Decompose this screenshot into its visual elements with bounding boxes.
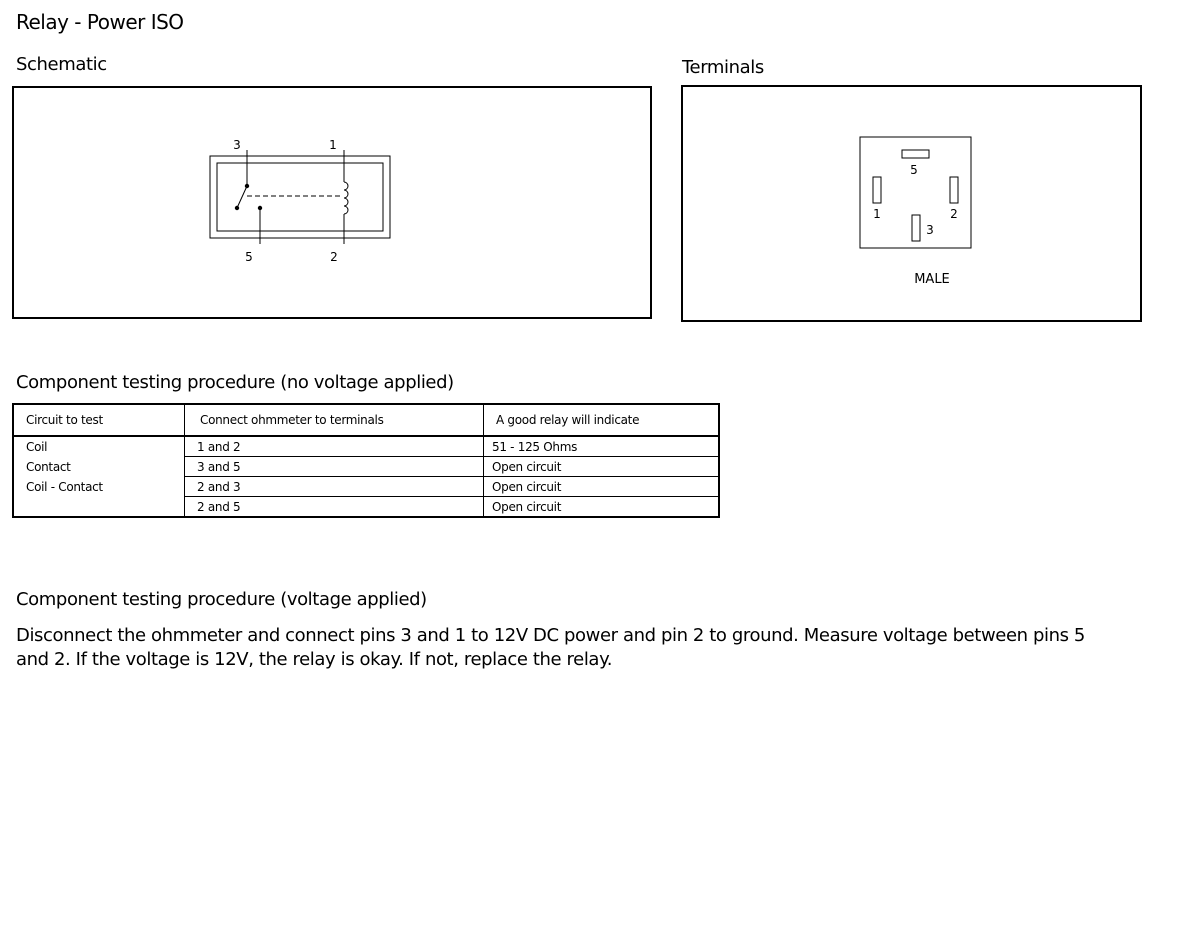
schematic-pin-5-label: 5 (245, 250, 253, 264)
table-cell: 2 and 5 (185, 497, 484, 518)
table-cell: Open circuit (484, 457, 720, 477)
table-cell: 1 and 2 (185, 436, 484, 457)
table-cell: 3 and 5 (185, 457, 484, 477)
terminal-2-blade (950, 177, 958, 203)
schematic-pin-1-label: 1 (329, 138, 337, 152)
connector-gender-label: MALE (914, 272, 950, 287)
table-cell (13, 497, 185, 518)
column-header: A good relay will indicate (484, 404, 720, 436)
table-cell: Coil - Contact (13, 477, 185, 497)
terminal-5-label: 5 (910, 163, 918, 177)
schematic-frame (12, 86, 652, 319)
terminal-1-blade (873, 177, 881, 203)
coil-winding (344, 182, 348, 214)
terminal-3-label: 3 (926, 223, 934, 237)
resistance-test-table (12, 403, 720, 518)
switch-arm (237, 186, 247, 208)
terminal-5-blade (902, 150, 929, 158)
terminal-2-label: 2 (950, 207, 958, 221)
relay-outer-box (210, 156, 390, 238)
relay-schematic-diagram (14, 88, 650, 317)
terminal-layout-diagram (683, 87, 1140, 320)
table-cell: Contact (13, 457, 185, 477)
switch-pivot-dot (235, 206, 239, 210)
table-cell: 51 - 125 Ohms (484, 436, 720, 457)
schematic-pin-2-label: 2 (330, 250, 338, 264)
test-voltage-heading: Component testing procedure (voltage applied) (16, 589, 427, 610)
terminal-3-blade (912, 215, 920, 241)
schematic-pin-3-label: 3 (233, 138, 241, 152)
connector-outline (860, 137, 971, 248)
page-title: Relay - Power ISO (16, 10, 184, 34)
table-row (13, 457, 719, 477)
table-row (13, 436, 719, 457)
terminal-1-label: 1 (873, 207, 881, 221)
table-cell: Open circuit (484, 477, 720, 497)
test-no-voltage-heading: Component testing procedure (no voltage applied) (16, 372, 454, 393)
table-header-row (13, 404, 719, 436)
column-header: Circuit to test (13, 404, 185, 436)
test-voltage-instructions: Disconnect the ohmmeter and connect pins 3 and 1 to 12V DC power and pin 2 to ground. Measure voltage between pins 5 and 2. If the voltage is 12V, the relay is okay. If not, replace the relay. (16, 625, 1085, 670)
table-row (13, 497, 719, 518)
table-cell: Open circuit (484, 497, 720, 518)
table-row (13, 477, 719, 497)
terminals-frame (681, 85, 1142, 322)
table-cell: Coil (13, 436, 185, 457)
column-header: Connect ohmmeter to terminals (185, 404, 484, 436)
table-cell: 2 and 3 (185, 477, 484, 497)
schematic-heading: Schematic (16, 54, 107, 75)
terminals-heading: Terminals (682, 57, 764, 78)
